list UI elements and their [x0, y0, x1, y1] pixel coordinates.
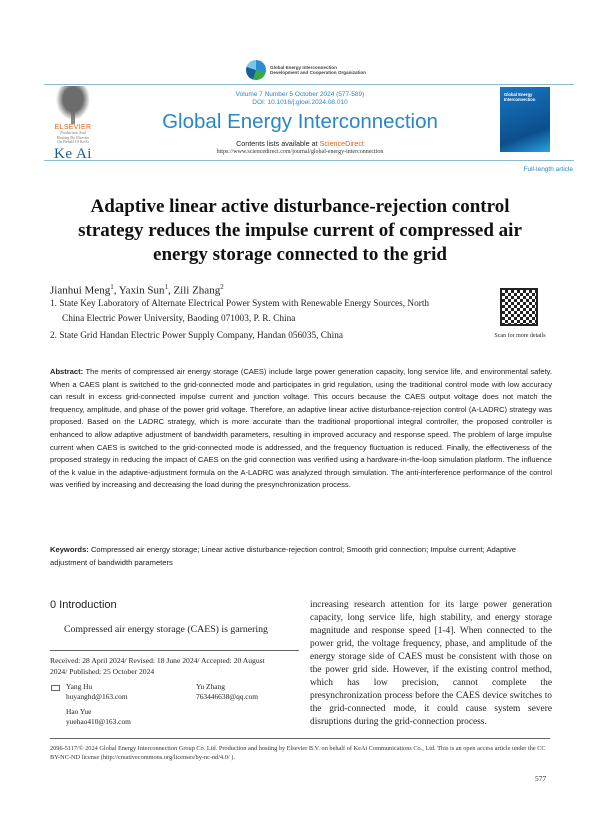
- contact-3: [66, 707, 131, 727]
- elsevier-motto: Production And Hosting By Elsevier On Behalf Of KeAi: [56, 130, 90, 145]
- section-heading: 0 Introduction: [50, 599, 117, 611]
- sciencedirect-link[interactable]: ScienceDirect: [319, 139, 364, 148]
- keywords: [50, 544, 552, 569]
- author-name: Zili Zhang: [173, 284, 221, 297]
- email-icon: [51, 685, 60, 691]
- author-name: Yaxin Sun: [118, 284, 165, 297]
- author-list: Jianhui Meng$^1$, Yaxin Sun$^1$, Zili Zhang$^2$: [50, 283, 224, 297]
- page-number: 577: [535, 774, 547, 783]
- doi-link[interactable]: DOI: 10.1016/j.gloei.2024.08.010: [252, 99, 348, 106]
- abstract: [50, 366, 552, 492]
- footer-rule: [50, 738, 550, 739]
- abstract-label: Abstract:: [50, 367, 84, 376]
- contact-email[interactable]: yuehao410@163.com: [66, 717, 131, 726]
- organization-logo: [246, 60, 366, 80]
- volume-line: Volume 7 Number 5 October 2024 (577-589): [235, 91, 365, 98]
- journal-name: Global Energy Interconnection: [162, 110, 438, 133]
- abstract-text: The merits of compressed air energy storage (CAES) include large power generation capacity, long service life, and environmental safety. When a CAES plant is switched to the grid-connected mode and participates in grid regulation, using the traditional control mode with low accuracy can result in excess grid-connected impulse current and junction voltage. This occurs because the CAES output voltage does not match the frequency, amplitude, and phase of the power grid voltage. Therefore, an adaptive linear active disturbance-rejection control (A-LADRC) strategy was proposed. Based on the LADRC strategy, which is more accurate than the traditional proportional integral controller, the proposed controller is enhanced to allow adaptive adjustment of bandwidth parameters, resulting in improved accuracy and response speed. The problem of large impulse current when CAES is switched to the grid-connected mode is addressed, and the frequency fluctuation is reduced. Finally, the effectiveness of the proposed strategy in reducing the impact of CAES on the grid connection was verified using a hardware-in-the-loop simulation platform. The influence of the k value in the adaptive-adjustment formula on the A-LADRC was analyzed through simulation. The anti-interference performance of the control was verified by increasing and decreasing the load during the presynchronization process.: [50, 367, 552, 490]
- license-text: 2096-5117/© 2024 Global Energy Interconnection Group Co. Ltd. Production and hosting by Elsevier B.V. on behalf of KeAi Communications Co., Ltd. This is an open access article under the CC BY-NC-ND license (http://creativecommons.org/licenses/by-nc-nd/4.0/ ).: [50, 745, 546, 761]
- qr-code-icon[interactable]: [500, 288, 538, 326]
- qr-label: Scan for more details: [494, 333, 546, 339]
- affiliation-1: 1. State Key Laboratory of Alternate Electrical Power System with Renewable Energy Sources, North: [50, 299, 430, 309]
- elsevier-wordmark: ELSEVIER: [54, 124, 92, 131]
- journal-url[interactable]: https://www.sciencedirect.com/journal/global-energy-interconnection: [216, 149, 384, 155]
- contact-name: Yu Zhang: [196, 682, 225, 691]
- header-bottom-rule: [44, 160, 574, 161]
- affiliation-2: 2. State Grid Handan Electric Power Supply Company, Handan 056035, China: [50, 331, 343, 341]
- contact-email[interactable]: huyanghd@163.com: [66, 692, 128, 701]
- intro-first-line: Compressed air energy storage (CAES) is garnering: [64, 624, 268, 635]
- keai-logo: Ke Ai: [54, 145, 92, 162]
- contact-name: Yang Hu: [66, 682, 93, 691]
- cover-title: Global Energy Interconnection: [504, 92, 536, 102]
- org-line1: Global Energy Interconnection: [270, 64, 337, 70]
- contact-name: Hao Yue: [66, 707, 92, 716]
- contact-1: [66, 682, 128, 702]
- paper-title: Adaptive linear active disturbance-rejection control strategy reduces the impulse current of compressed air energy storage connected to the grid: [78, 196, 522, 265]
- header-top-rule: [44, 84, 574, 85]
- org-line2: Development and Cooperation Organization: [270, 70, 366, 75]
- author-name: Jianhui Meng: [50, 284, 111, 297]
- contact-2: [196, 682, 258, 702]
- journal-cover: [500, 87, 550, 152]
- keywords-text: Compressed air energy storage; Linear active disturbance-rejection control; Smooth grid connection; Impulse current; Adaptive adjustment of bandwidth parameters: [50, 545, 517, 567]
- article-type: Full-length article: [523, 166, 573, 173]
- keywords-label: Keywords:: [50, 545, 89, 554]
- contents-line: Contents lists available at ScienceDirect: [236, 139, 364, 148]
- article-dates: Received: 28 April 2024/ Revised: 18 June 2024/ Accepted: 20 August 2024/ Published: 25 October 2024: [50, 656, 265, 676]
- right-column-text: increasing research attention for its large power generation capacity, long service life, high stability, and energy storage magnitude and response speed [1-4]. When connected to the power grid, the voltage frequency, phase, and amplitude of the energy storage side of CAES must be consistent with those on the power grid side. However, if the existing control method, which has low precision, cannot complete the presynchronization process before the CAES device switches to the grid-connected mode, it could cause system severe disruptions during the grid-connection process.: [310, 600, 552, 727]
- globe-icon: [246, 60, 266, 80]
- affiliation-1-cont: China Electric Power University, Baoding 071003, P. R. China: [62, 314, 296, 324]
- contact-email[interactable]: 763446638@qq.com: [196, 692, 259, 701]
- footnote-rule: [50, 650, 299, 651]
